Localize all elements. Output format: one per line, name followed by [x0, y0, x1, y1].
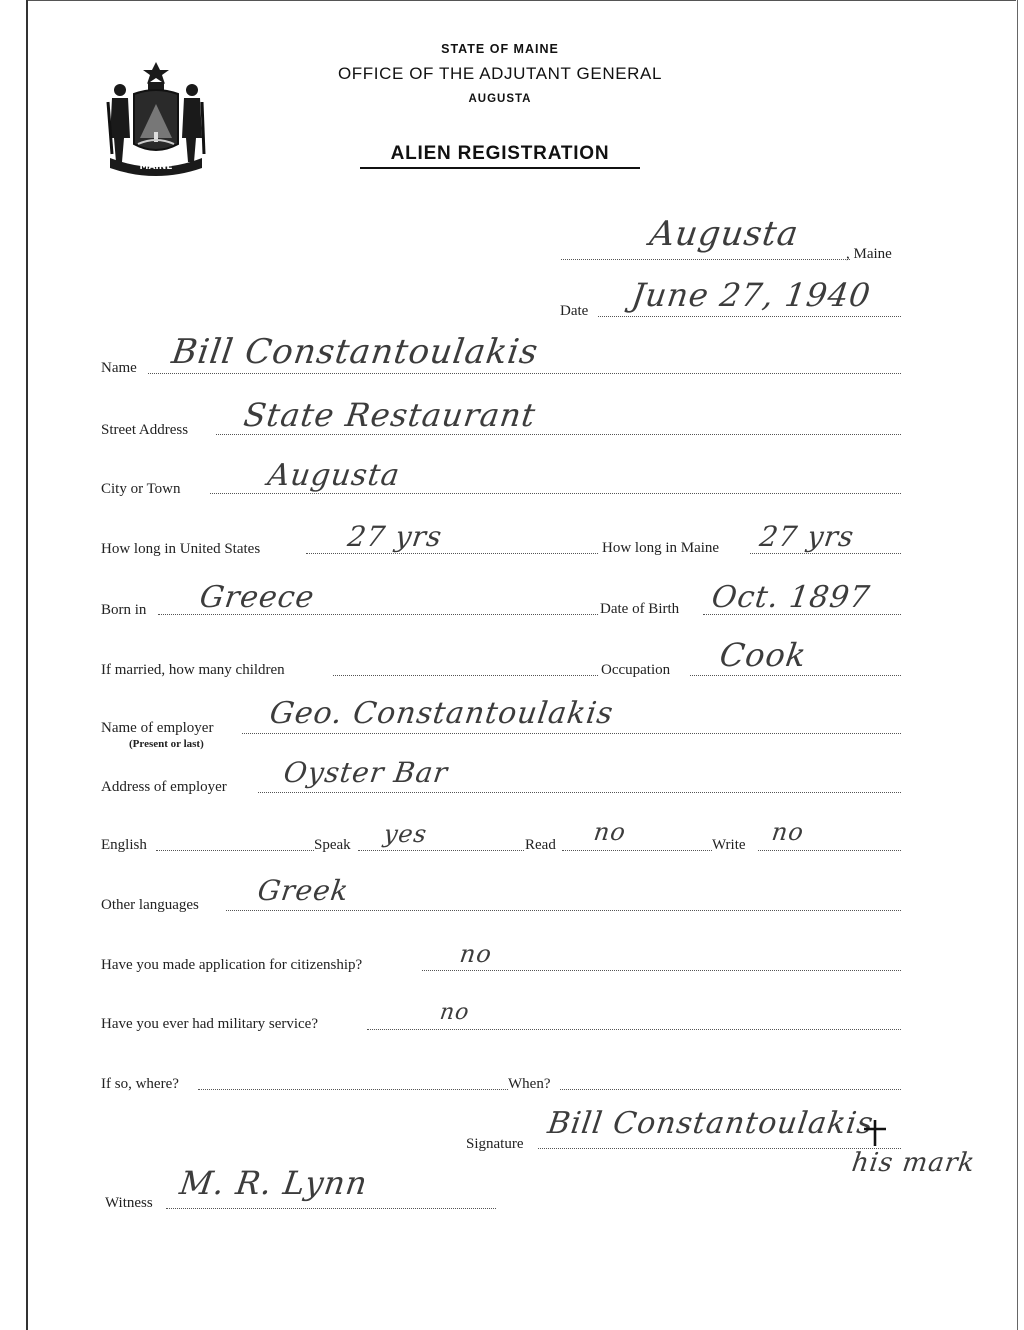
how-long-us-line [306, 553, 598, 554]
form-title: ALIEN REGISTRATION [360, 143, 640, 169]
born-in-label: Born in [101, 602, 147, 618]
date-line [598, 316, 901, 317]
signature-entry: Bill Constantoulakis [545, 1106, 876, 1141]
frame-top [26, 0, 1016, 1]
how-long-maine-entry: 27 yrs [757, 520, 857, 553]
frame-right [1017, 0, 1018, 1330]
city-entry: Augusta [265, 458, 403, 493]
how-long-maine-line [750, 553, 901, 554]
witness-entry: M. R. Lynn [177, 1164, 371, 1202]
signature-line [538, 1148, 901, 1149]
his-mark-note: his mark [849, 1148, 978, 1178]
when-line [560, 1089, 901, 1090]
children-label: If married, how many children [101, 662, 285, 678]
date-entry: June 27, 1940 [629, 276, 874, 314]
employer-address-line [258, 792, 901, 793]
military-entry: no [438, 1000, 472, 1025]
read-entry: no [592, 818, 628, 846]
witness-label: Witness [105, 1195, 153, 1211]
read-label: Read [525, 837, 556, 853]
where-label: If so, where? [101, 1076, 179, 1092]
other-languages-line [226, 910, 901, 911]
employer-entry: Geo. Constantoulakis [267, 696, 616, 731]
occupation-line [690, 675, 901, 676]
street-entry: State Restaurant [241, 396, 539, 434]
city-line [210, 493, 901, 494]
employer-label: Name of employer [101, 720, 214, 736]
city-heading: AUGUSTA [468, 93, 532, 105]
signature-cross-mark-icon [862, 1118, 888, 1148]
occupation-entry: Cook [717, 636, 810, 674]
write-line [758, 850, 901, 851]
how-long-maine-label: How long in Maine [602, 540, 720, 556]
military-label: Have you ever had military service? [101, 1016, 318, 1032]
name-label: Name [101, 360, 137, 376]
when-label: When? [508, 1076, 551, 1092]
read-line [562, 850, 712, 851]
date-of-birth-entry: Oct. 1897 [709, 580, 873, 615]
state-heading: STATE OF MAINE [441, 42, 559, 56]
military-line [367, 1029, 901, 1030]
street-line [216, 434, 901, 435]
citizenship-line [422, 970, 901, 971]
maine-label: , Maine [846, 246, 892, 262]
where-line [198, 1089, 508, 1090]
write-entry: no [770, 818, 806, 846]
signature-label: Signature [466, 1136, 524, 1152]
witness-line [166, 1208, 496, 1209]
occupation-label: Occupation [601, 662, 671, 678]
how-long-us-entry: 27 yrs [345, 520, 445, 553]
street-label: Street Address [101, 422, 189, 438]
name-entry: Bill Constantoulakis [169, 332, 541, 372]
speak-line [358, 850, 524, 851]
date-of-birth-label: Date of Birth [600, 601, 680, 617]
children-line [333, 675, 598, 676]
citizenship-label: Have you made application for citizenship? [101, 957, 363, 973]
maine-state-seal-icon [104, 58, 208, 180]
name-line [148, 373, 901, 374]
english-label: English [101, 837, 147, 853]
employer-sublabel: (Present or last) [129, 738, 204, 750]
place-line [561, 259, 850, 260]
employer-address-label: Address of employer [101, 779, 227, 795]
speak-entry: yes [382, 820, 430, 848]
office-heading: OFFICE OF THE ADJUTANT GENERAL [337, 64, 663, 83]
how-long-us-label: How long in United States [101, 541, 261, 557]
date-label: Date [560, 303, 589, 319]
employer-line [242, 733, 901, 734]
english-line [156, 850, 314, 851]
frame-left [26, 0, 28, 1330]
other-languages-label: Other languages [101, 897, 199, 913]
svg-text:MAINE: MAINE [139, 162, 173, 172]
citizenship-entry: no [458, 940, 494, 968]
write-label: Write [712, 837, 746, 853]
speak-label: Speak [314, 837, 351, 853]
born-in-entry: Greece [197, 580, 317, 615]
place-entry: Augusta [647, 214, 802, 254]
other-languages-entry: Greek [255, 874, 352, 907]
city-label: City or Town [101, 481, 181, 497]
employer-address-entry: Oyster Bar [281, 756, 451, 789]
